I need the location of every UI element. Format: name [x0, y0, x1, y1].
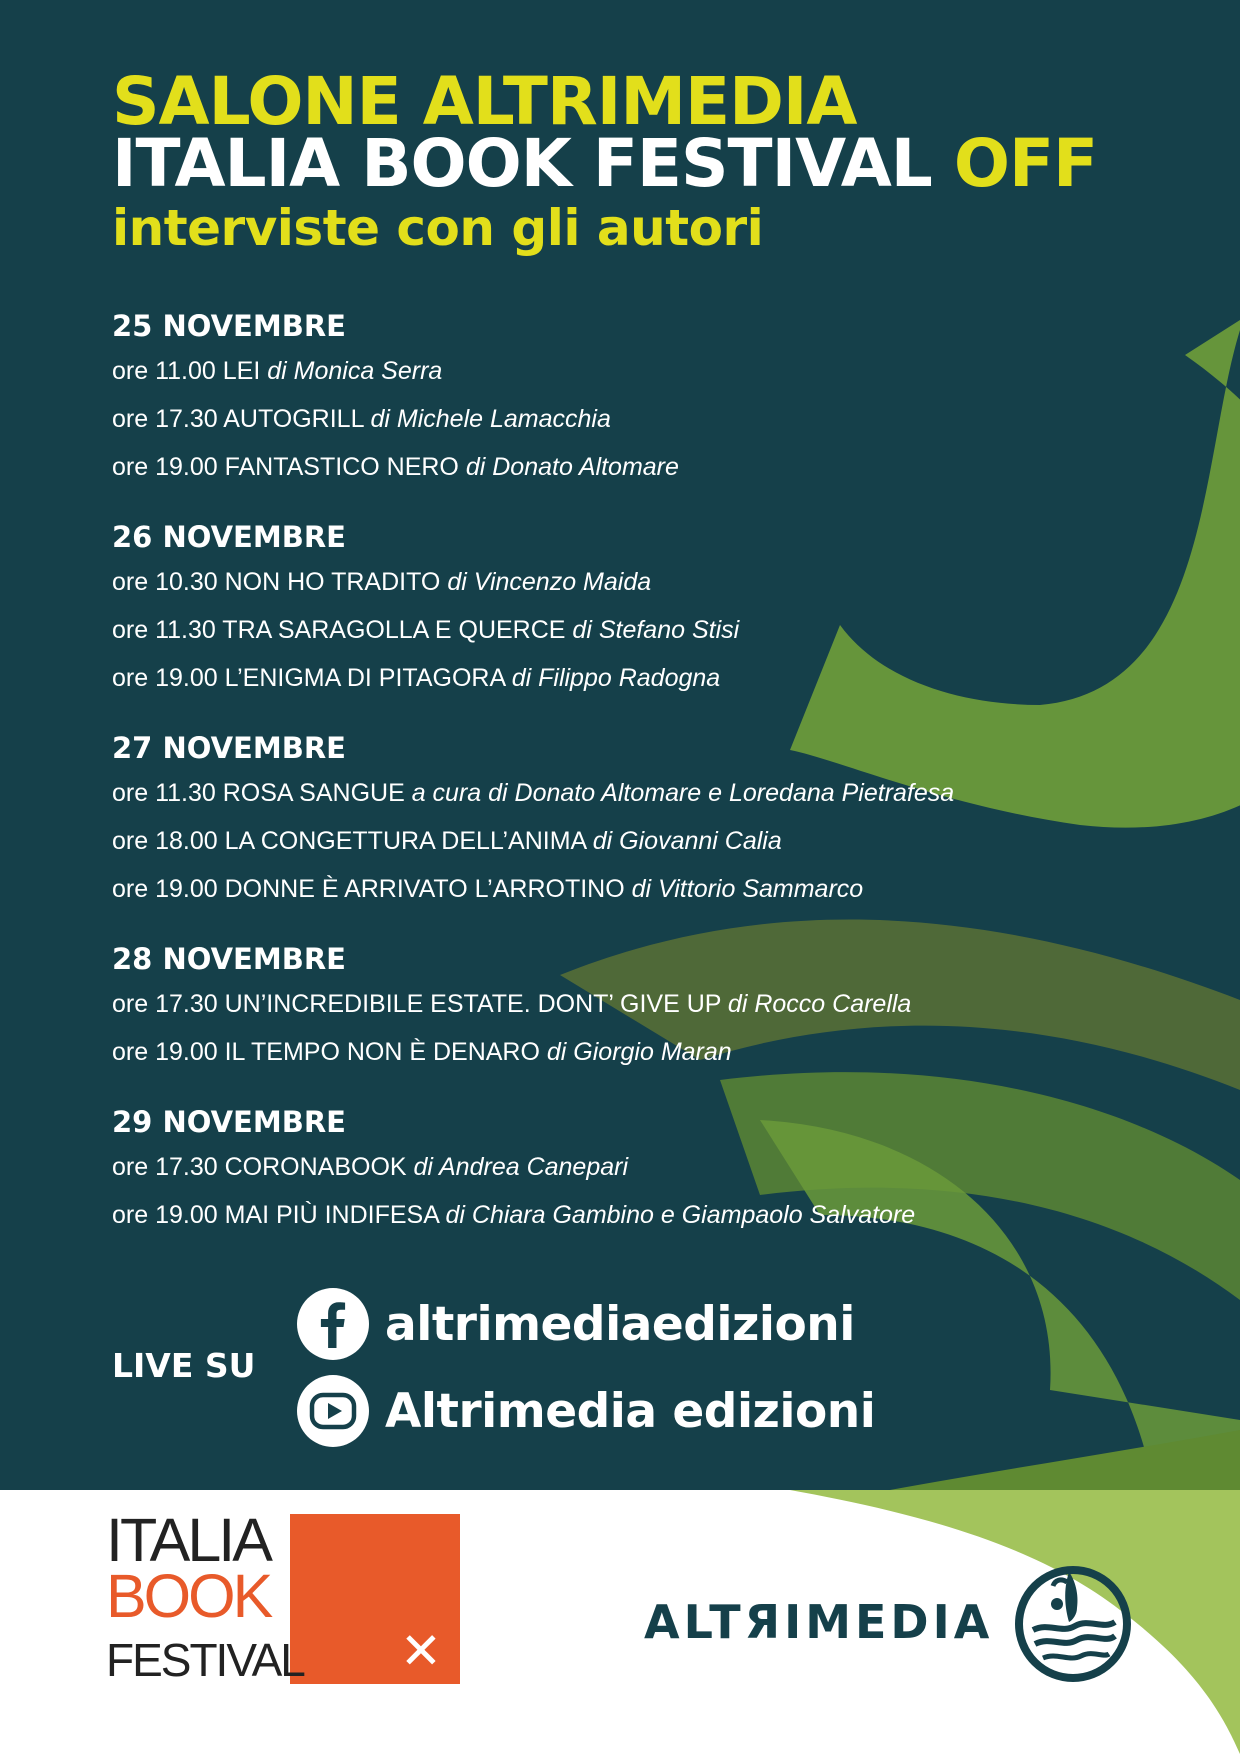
- altrimedia-logo: [644, 1560, 1135, 1684]
- event-time: ore 11.00: [112, 357, 216, 385]
- event-time: ore 19.00: [112, 664, 218, 692]
- event-item: [112, 980, 1172, 1028]
- subtitle: interviste con gli autori: [112, 199, 764, 257]
- event-time: ore 10.30: [112, 568, 218, 596]
- event-title: TRA SARAGOLLA E QUERCE: [222, 616, 566, 644]
- event-title: LA CONGETTURA DELL’ANIMA: [224, 827, 586, 855]
- event-title: AUTOGRILL: [223, 405, 364, 433]
- event-title: UN’INCREDIBILE ESTATE. DONT’ GIVE UP: [224, 990, 721, 1018]
- event-item: [112, 558, 1172, 606]
- event-credit: di Rocco Carella: [727, 990, 912, 1018]
- facebook-link[interactable]: [297, 1288, 855, 1360]
- event-credit: di Chiara Gambino e Giampaolo Salvatore: [445, 1201, 916, 1229]
- italia-book-festival-logo: [106, 1508, 466, 1684]
- event-credit: di Giovanni Calia: [592, 827, 782, 855]
- event-item: [112, 654, 1172, 702]
- event-time: ore 19.00: [112, 1038, 218, 1066]
- event-title: IL TEMPO NON È DENARO: [224, 1038, 540, 1066]
- event-item: [112, 395, 1172, 443]
- day-date: 26 NOVEMBRE: [112, 520, 346, 554]
- title-line-2: [112, 125, 1098, 202]
- facebook-handle: altrimediaedizioni: [385, 1296, 855, 1352]
- youtube-handle: Altrimedia edizioni: [385, 1383, 876, 1439]
- event-time: ore 17.30: [112, 990, 218, 1018]
- day-block: [112, 516, 1172, 702]
- event-item: [112, 769, 1172, 817]
- logo-word-book: BOOK: [106, 1562, 271, 1630]
- event-credit: di Filippo Radogna: [511, 664, 721, 692]
- event-time: ore 17.30: [112, 405, 218, 433]
- event-title: L’ENIGMA DI PITAGORA: [224, 664, 505, 692]
- title-line-1: SALONE ALTRIMEDIA: [112, 63, 857, 140]
- event-title: CORONABOOK: [224, 1153, 407, 1181]
- event-credit: di Monica Serra: [267, 357, 443, 385]
- altrimedia-wordmark: ALTЯIMEDIA: [644, 1595, 994, 1649]
- altrimedia-emblem-icon: [1011, 1560, 1135, 1684]
- day-date: 28 NOVEMBRE: [112, 942, 346, 976]
- event-time: ore 19.00: [112, 1201, 218, 1229]
- schedule: [112, 305, 1172, 1264]
- event-item: [112, 1191, 1172, 1239]
- event-item: [112, 1028, 1172, 1076]
- event-title: MAI PIÙ INDIFESA: [224, 1201, 439, 1229]
- title-line-2-main: ITALIA BOOK FESTIVAL: [112, 125, 932, 202]
- event-title: LEI: [222, 357, 261, 385]
- title-line-2-accent: OFF: [953, 125, 1098, 202]
- event-title: DONNE È ARRIVATO L’ARROTINO: [224, 875, 625, 903]
- event-item: [112, 865, 1172, 913]
- event-title: NON HO TRADITO: [224, 568, 441, 596]
- event-credit: a cura di Donato Altomare e Loredana Pietrafesa: [411, 779, 955, 807]
- logo-word-festival: FESTIVAL: [106, 1634, 304, 1686]
- event-time: ore 19.00: [112, 875, 218, 903]
- event-item: [112, 1143, 1172, 1191]
- event-item: [112, 817, 1172, 865]
- event-title: ROSA SANGUE: [222, 779, 405, 807]
- event-time: ore 19.00: [112, 453, 218, 481]
- event-credit: di Donato Altomare: [465, 453, 679, 481]
- event-time: ore 17.30: [112, 1153, 218, 1181]
- event-credit: di Vittorio Sammarco: [631, 875, 864, 903]
- day-block: [112, 938, 1172, 1076]
- event-credit: di Andrea Canepari: [413, 1153, 629, 1181]
- event-credit: di Stefano Stisi: [572, 616, 740, 644]
- logo-word-italia: ITALIA: [106, 1506, 270, 1574]
- youtube-icon: [297, 1375, 369, 1447]
- youtube-link[interactable]: [297, 1375, 875, 1447]
- event-credit: di Michele Lamacchia: [370, 405, 611, 433]
- logo-x-icon: ✕: [400, 1622, 442, 1680]
- event-credit: di Giorgio Maran: [546, 1038, 732, 1066]
- day-block: [112, 1101, 1172, 1239]
- event-item: [112, 606, 1172, 654]
- facebook-icon: [297, 1288, 369, 1360]
- event-title: FANTASTICO NERO: [224, 453, 459, 481]
- event-credit: di Vincenzo Maida: [447, 568, 652, 596]
- live-label: LIVE SU: [112, 1346, 256, 1385]
- day-date: 27 NOVEMBRE: [112, 731, 346, 765]
- day-block: [112, 727, 1172, 913]
- event-time: ore 11.30: [112, 779, 216, 807]
- event-item: [112, 347, 1172, 395]
- day-date: 29 NOVEMBRE: [112, 1105, 346, 1139]
- event-time: ore 18.00: [112, 827, 218, 855]
- event-time: ore 11.30: [112, 616, 216, 644]
- day-block: [112, 305, 1172, 491]
- event-item: [112, 443, 1172, 491]
- day-date: 25 NOVEMBRE: [112, 309, 346, 343]
